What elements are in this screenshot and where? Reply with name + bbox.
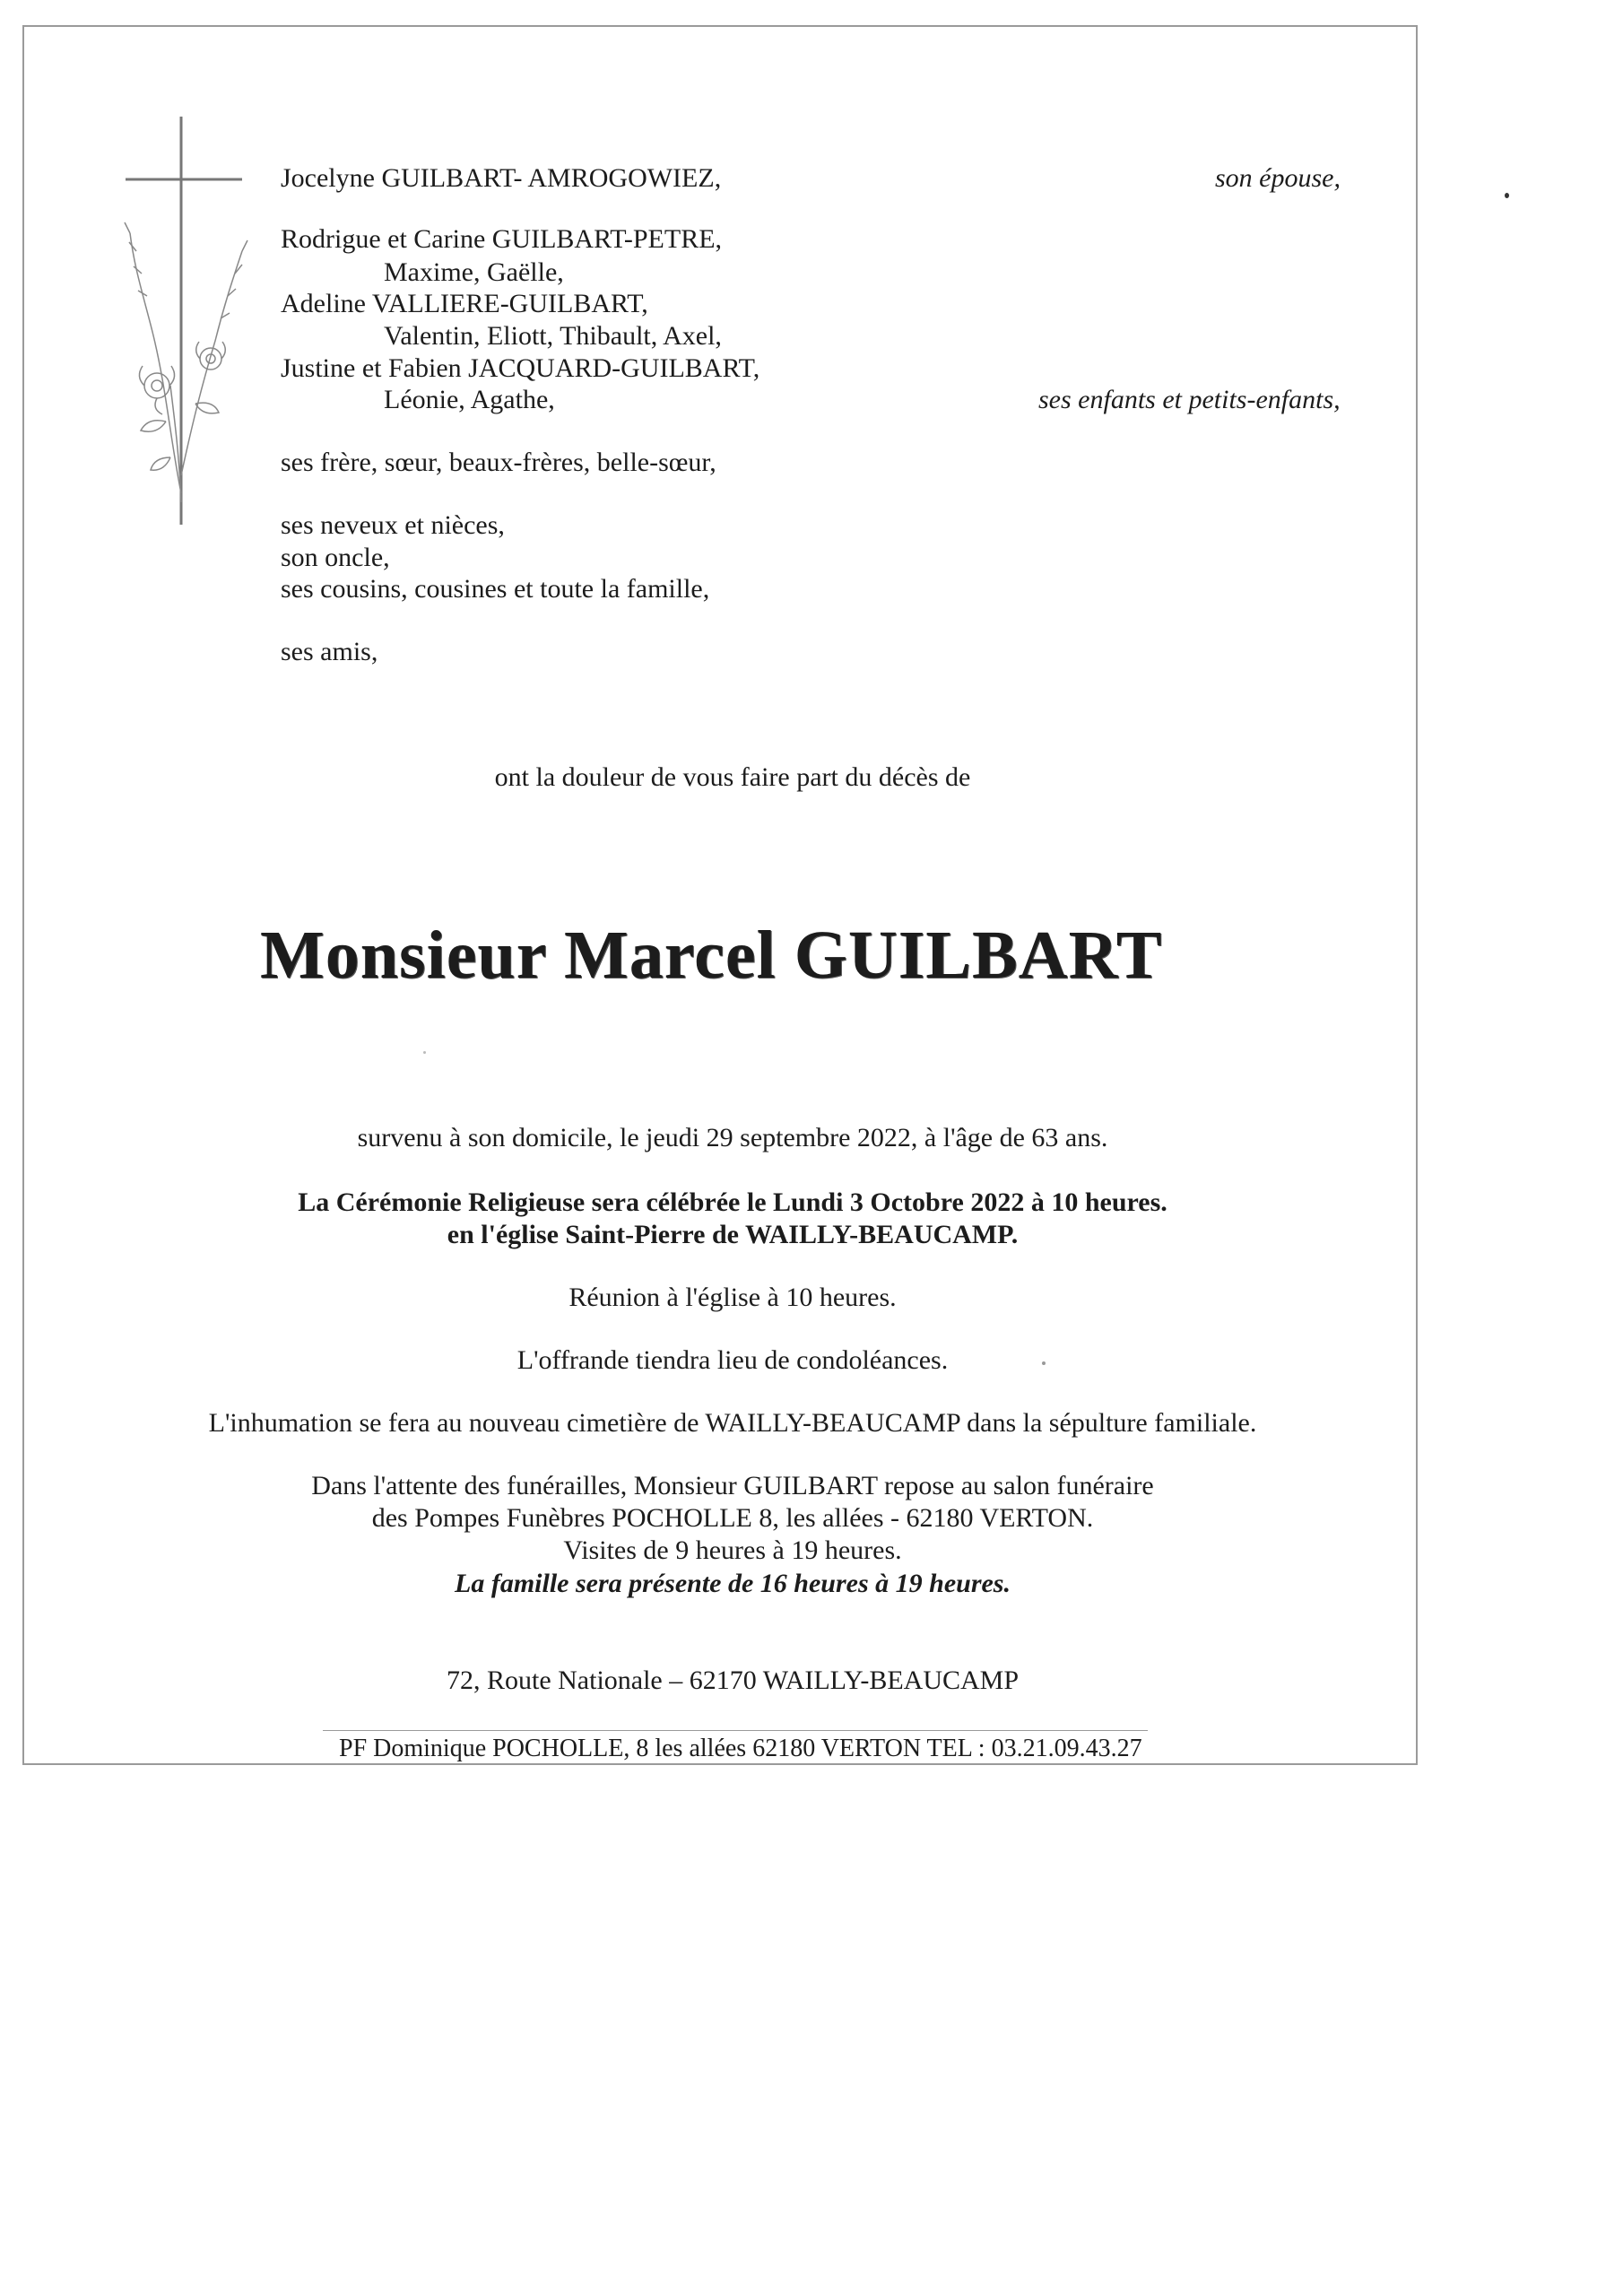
viewing-line-3: Visites de 9 heures à 19 heures. — [563, 1535, 902, 1565]
spouse-role: son épouse, — [1215, 163, 1341, 193]
friends-line: ses amis, — [281, 637, 378, 666]
children-line-2: Adeline VALLIERE-GUILBART, — [281, 289, 648, 318]
siblings-line: ses frère, sœur, beaux-frères, belle-sœur, — [281, 448, 716, 477]
viewing-line-2: des Pompes Funèbres POCHOLLE 8, les allées - 62180 VERTON. — [371, 1503, 1094, 1533]
grandchildren-line-3: Léonie, Agathe, — [384, 385, 555, 414]
spouse-name: Jocelyne GUILBART- AMROGOWIEZ, — [281, 163, 722, 193]
ceremony-line-2: en l'église Saint-Pierre de WAILLY-BEAUCAMP. — [447, 1220, 1019, 1249]
address-line: 72, Route Nationale – 62170 WAILLY-BEAUCAMP — [446, 1665, 1020, 1695]
relatives-line-2: son oncle, — [281, 543, 390, 572]
cross-with-flowers-icon — [117, 117, 251, 529]
grandchildren-line-2: Valentin, Eliott, Thibault, Axel, — [384, 321, 722, 351]
scan-speck — [1505, 193, 1509, 198]
grandchildren-line-1: Maxime, Gaëlle, — [384, 257, 564, 287]
children-line-3: Justine et Fabien JACQUARD-GUILBART, — [281, 353, 760, 383]
announcement-text: ont la douleur de vous faire part du décès de — [494, 762, 971, 792]
scan-speck — [423, 1051, 426, 1054]
footer-divider — [323, 1730, 1148, 1731]
death-details: survenu à son domicile, le jeudi 29 septembre 2022, à l'âge de 63 ans. — [357, 1123, 1108, 1152]
footer-funeral-home: PF Dominique POCHOLLE, 8 les allées 62180 VERTON TEL : 03.21.09.43.27 — [339, 1735, 1142, 1762]
family-presence-line: La famille sera présente de 16 heures à 19 heures. — [455, 1569, 1011, 1598]
children-role: ses enfants et petits-enfants, — [1038, 385, 1341, 414]
deceased-name: Monsieur Marcel GUILBART — [260, 918, 1163, 993]
ceremony-line-1: La Cérémonie Religieuse sera célébrée le Lundi 3 Octobre 2022 à 10 heures. — [298, 1187, 1167, 1217]
offering-line: L'offrande tiendra lieu de condoléances. — [516, 1345, 949, 1375]
relatives-line-1: ses neveux et nièces, — [281, 510, 505, 540]
viewing-line-1: Dans l'attente des funérailles, Monsieur GUILBART repose au salon funéraire — [311, 1471, 1154, 1500]
meeting-line: Réunion à l'église à 10 heures. — [568, 1283, 897, 1312]
burial-line: L'inhumation se fera au nouveau cimetière de WAILLY-BEAUCAMP dans la sépulture familiale. — [208, 1408, 1257, 1438]
relatives-line-3: ses cousins, cousines et toute la famille, — [281, 574, 710, 604]
children-line-1: Rodrigue et Carine GUILBART-PETRE, — [281, 224, 723, 254]
scan-speck — [1042, 1361, 1046, 1365]
